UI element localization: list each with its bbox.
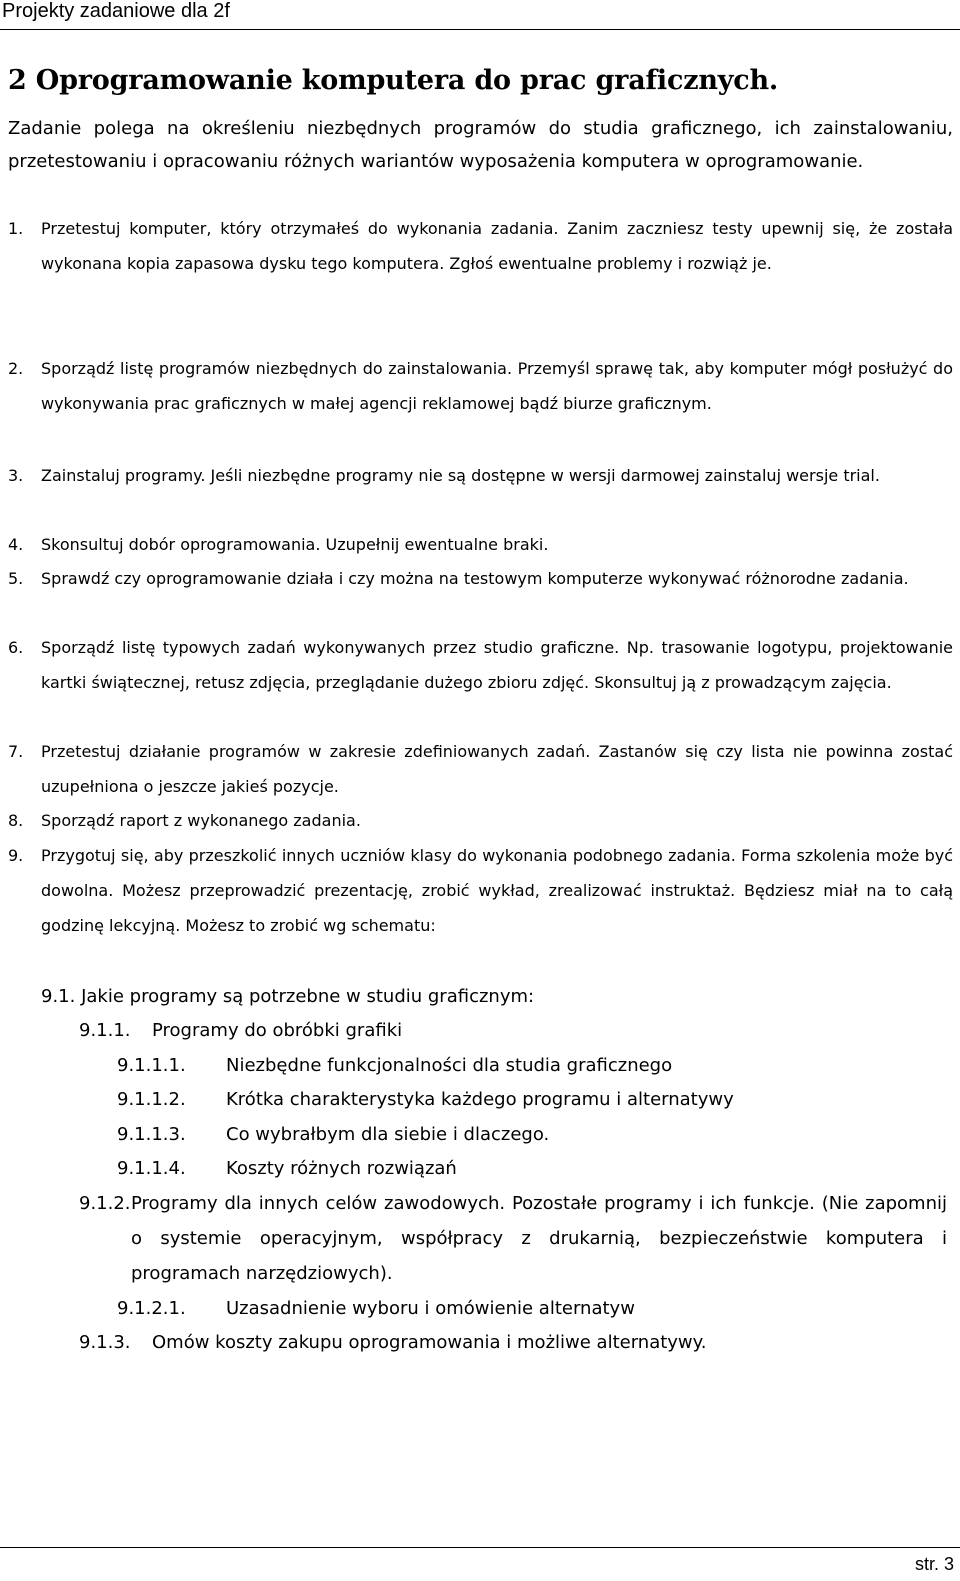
task-text: Skonsultuj dobór oprogramowania. Uzupełnij ewentualne braki. <box>41 535 549 554</box>
task-number: 7. <box>8 742 24 761</box>
subitem-text: Niezbędne funkcjonalności dla studia graficznego <box>226 1055 673 1076</box>
subitem-number: 9.1.1.4. <box>117 1158 186 1179</box>
subitem-number: 9.1. <box>41 986 76 1007</box>
task-item-2 <box>8 351 953 421</box>
header-divider <box>0 29 960 30</box>
task-number: 6. <box>8 638 24 657</box>
subitem-number: 9.1.1.1. <box>117 1055 186 1076</box>
page-number: str. 3 <box>914 1554 954 1574</box>
task-text: Sprawdź czy oprogramowanie działa i czy można na testowym komputerze wykonywać różnorodne zadania. <box>41 569 909 588</box>
subitem-9-1-2 <box>79 1186 947 1291</box>
subitem-text: Programy dla innych celów zawodowych. Pozostałe programy i ich funkcje. (Nie zapomnij o systemie operacyjnym, współpracy z drukarnią, bezpieczeństwie komputera i programach narzędziowych). <box>131 1193 947 1284</box>
task-item-5 <box>8 561 953 596</box>
header-title: Projekty zadaniowe dla 2f <box>2 0 230 22</box>
subitem-text: Co wybrałbym dla siebie i dlaczego. <box>226 1124 550 1145</box>
subitem-number: 9.1.1.2. <box>117 1089 186 1110</box>
section-heading: 2 Oprogramowanie komputera do prac graficznych. <box>8 65 779 96</box>
subitem-number: 9.1.3. <box>79 1332 131 1353</box>
task-number: 4. <box>8 535 24 554</box>
task-text: Sporządź raport z wykonanego zadania. <box>41 811 361 830</box>
subitem-text: Programy do obróbki grafiki <box>152 1020 403 1041</box>
task-item-3 <box>8 458 953 493</box>
task-number: 3. <box>8 466 24 485</box>
task-text: Sporządź listę typowych zadań wykonywanych przez studio graficzne. Np. trasowanie logotypu, projektowanie kartki świątecznej, retusz zdjęcia, przeglądanie dużego zbioru zdjęć. Skonsultuj ją z prowadzącym zajęcia. <box>41 638 953 692</box>
subitem-number: 9.1.2.1. <box>117 1298 186 1319</box>
subitem-text: Krótka charakterystyka każdego programu i alternatywy <box>226 1089 734 1110</box>
subitem-number: 9.1.1. <box>79 1020 131 1041</box>
task-number: 2. <box>8 359 24 378</box>
page-header <box>0 0 960 34</box>
subitem-text: Jakie programy są potrzebne w studiu graficznym: <box>81 986 535 1007</box>
task-item-7 <box>8 734 953 804</box>
task-text: Sporządź listę programów niezbędnych do zainstalowania. Przemyśl sprawę tak, aby komputer mógł posłużyć do wykonywania prac graficznych w małej agencji reklamowej bądź biurze graficznym. <box>41 359 953 413</box>
task-number: 5. <box>8 569 24 588</box>
task-number: 9. <box>8 846 24 865</box>
task-text: Przetestuj komputer, który otrzymałeś do wykonania zadania. Zanim zaczniesz testy upewnij się, że została wykonana kopia zapasowa dysku tego komputera. Zgłoś ewentualne problemy i rozwiąż je. <box>41 219 953 273</box>
subitem-text: Uzasadnienie wyboru i omówienie alternatyw <box>226 1298 635 1319</box>
task-text: Przetestuj działanie programów w zakresie zdefiniowanych zadań. Zastanów się czy lista nie powinna zostać uzupełniona o jeszcze jakieś pozycje. <box>41 742 953 796</box>
subitem-text: Omów koszty zakupu oprogramowania i możliwe alternatywy. <box>152 1332 707 1353</box>
subitem-number: 9.1.2. <box>79 1193 131 1214</box>
subitem-9-1 <box>41 979 534 1014</box>
task-text: Przygotuj się, aby przeszkolić innych uczniów klasy do wykonania podobnego zadania. Forma szkolenia może być dowolna. Możesz przeprowadzić prezentację, zrobić wykład, zrealizować instruktaż. Będziesz miał na to całą godzinę lekcyjną. Możesz to zrobić wg schematu: <box>41 846 953 935</box>
task-item-1 <box>8 211 953 281</box>
task-item-6 <box>8 630 953 700</box>
task-item-4 <box>8 527 953 562</box>
task-number: 1. <box>8 219 24 238</box>
footer-divider <box>0 1547 960 1548</box>
task-number: 8. <box>8 811 24 830</box>
subitem-number: 9.1.1.3. <box>117 1124 186 1145</box>
task-text: Zainstaluj programy. Jeśli niezbędne programy nie są dostępne w wersji darmowej zainstaluj wersje trial. <box>41 466 880 485</box>
task-item-8 <box>8 803 953 838</box>
intro-paragraph: Zadanie polega na określeniu niezbędnych programów do studia graficznego, ich zainstalowaniu, przetestowaniu i opracowaniu różnych wariantów wyposażenia komputera w oprogramowanie. <box>8 118 953 172</box>
task-item-9 <box>8 838 953 943</box>
subitem-text: Koszty różnych rozwiązań <box>226 1158 457 1179</box>
